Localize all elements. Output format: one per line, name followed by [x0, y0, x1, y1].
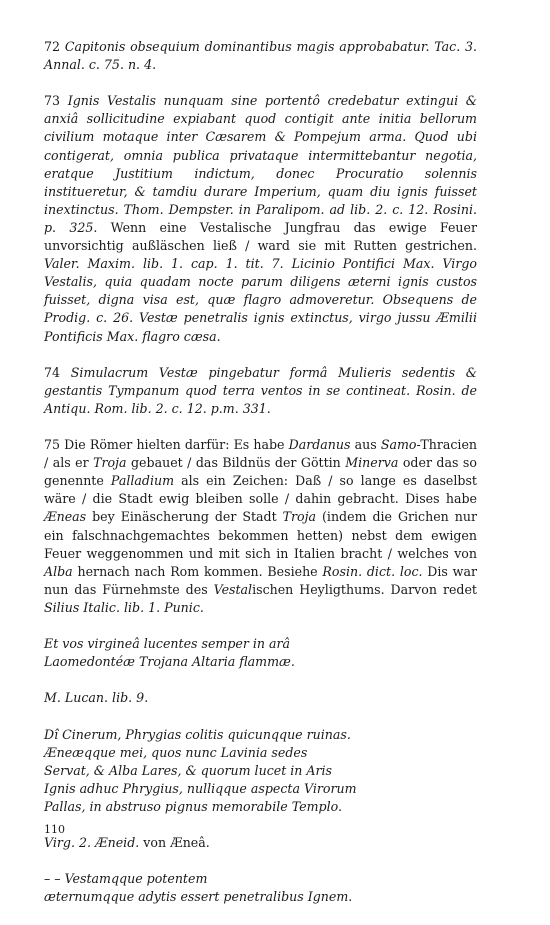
footnote-73 — [44, 92, 477, 345]
text-run: 72 — [44, 39, 65, 54]
italic-run: Samo — [380, 437, 417, 453]
verse-line: Ignis adhuc Phrygius, nulliqque aspecta Virorum — [44, 780, 357, 796]
text-run: Dis war nun das Fürnehmste des — [44, 563, 477, 597]
footnote-74 — [44, 364, 477, 418]
italic-run: Ignis Vestalis nunquam sine portentô credebatur extingui & anxiâ sollicitudine expiabant quod contigit ante initia bellorum civilium motaque inter Cæsarem & Pompejum arma. Quod ubi contigerat, omnia publica privataque intermittebantur negotia, eratque Justitium indictum, donec Procuratio solennis institueretur, & tamdiu durare Imperium, quam diu ignis fuisset inextinctus. Thom. Dempster. in Paralipom. ad lib. 2. c. 12. Rosini. p. 325. — [44, 93, 478, 235]
text-run: aus — [350, 437, 381, 453]
verse-lucan — [44, 726, 477, 816]
italic-run: Vestal — [213, 581, 253, 597]
text-run: bey Einäscherung der Stadt — [86, 509, 283, 525]
text-run: Wenn eine Vestalische Jungfrau das ewige Feuer unvorsichtig außläschen ließ / ward sie mit Rutten gestrichen. — [44, 219, 478, 254]
footnote-72 — [44, 38, 477, 74]
verse-virgil — [44, 870, 477, 906]
text-run: ischen Heyligthums. Darvon redet — [252, 581, 477, 597]
verse-silius — [44, 635, 477, 671]
verse-line: Servat, & Alba Lares, & quorum lucet in Aris — [44, 762, 333, 778]
reference-virgil-roman: von Æneâ. — [139, 835, 210, 851]
text-run: 73 — [44, 93, 68, 109]
verse-line: Pallas, in abstruso pignus memorabile Templo. — [44, 798, 342, 814]
text-run: hernach nach Rom kommen. Besiehe — [72, 563, 323, 579]
verse-line: Dî Cinerum, Phrygias colitis quicunqque ruinas. — [44, 726, 351, 742]
verse-line: Æneæqque mei, quos nunc Lavinia sedes — [44, 744, 308, 760]
text-run: -Thracien / als er — [44, 437, 478, 471]
italic-run: Dardanus — [288, 437, 351, 453]
verse-line: Laomedontéæ Trojana Altaria flammæ. — [44, 654, 295, 670]
text-run: 74 — [44, 364, 71, 380]
reference-virgil-italic: Virg. 2. Æneid. — [44, 835, 140, 851]
italic-run: Rosin. dict. loc. — [322, 563, 423, 579]
verse-line: Et vos virgineâ lucentes semper in arâ — [44, 636, 291, 652]
reference-lucan-text: M. Lucan. lib. 9. — [44, 690, 149, 706]
italic-run: Minerva — [345, 455, 399, 471]
italic-run: Alba — [44, 563, 73, 579]
italic-run: Troja — [282, 509, 317, 525]
italic-run: Valer. Maxim. lib. 1. cap. 1. tit. 7. Licinio Pontifici Max. Virgo Vestalis, quia quadam nocte parum diligens æterni ignis custos fuisset, digna visa est, quæ flagro admoveretur. Obsequens de Prodig. c. 26. Vestæ penetralis ignis extinctus, virgo jussu Æmilii Pontificis Max. flagro cæsa. — [44, 256, 477, 344]
text-run: gebauet / das Bildnüs der Göttin — [126, 455, 346, 471]
italic-run: Silius Italic. lib. 1. Punic. — [44, 599, 204, 615]
text-run: oder das so genennte — [44, 455, 477, 489]
text-run: 75 Die Römer hielten darfür: Es habe — [44, 437, 289, 453]
italic-run: Troja — [93, 455, 127, 471]
page-number: 110 — [44, 823, 65, 836]
text-run: als ein Zeichen: Daß / so lange es daselbst wäre / die Stadt ewig bleiben solle / dahin gebracht. Dises habe — [44, 473, 477, 507]
italic-run: Capitonis obsequium dominantibus magis approbabatur. Tac. 3. Annal. c. 75. n. 4. — [44, 39, 478, 73]
verse-line: – – Vestamqque potentem — [44, 871, 208, 887]
verse-line: æternumqque adytis essert penetralibus Ignem. — [44, 889, 353, 905]
text-run: (indem die Grichen nur ein falschnachgemachtes bekommen hetten) nebst dem ewigen Feuer weggenommen und mit sich in Italien bracht / welches von — [44, 509, 477, 561]
italic-run: Æneas — [44, 509, 87, 525]
italic-run: Simulacrum Vestæ pingebatur formâ Mulieris sedentis & gestantis Tympanum quod terra ventos in se contineat. Rosin. de Antiqu. Rom. lib. 2. c. 12. p.m. 331. — [44, 364, 477, 416]
reference-virgil — [44, 834, 477, 852]
reference-lucan — [44, 689, 477, 707]
footnote-75 — [44, 436, 477, 617]
page-body — [44, 38, 477, 925]
italic-run: Palladium — [110, 473, 175, 489]
